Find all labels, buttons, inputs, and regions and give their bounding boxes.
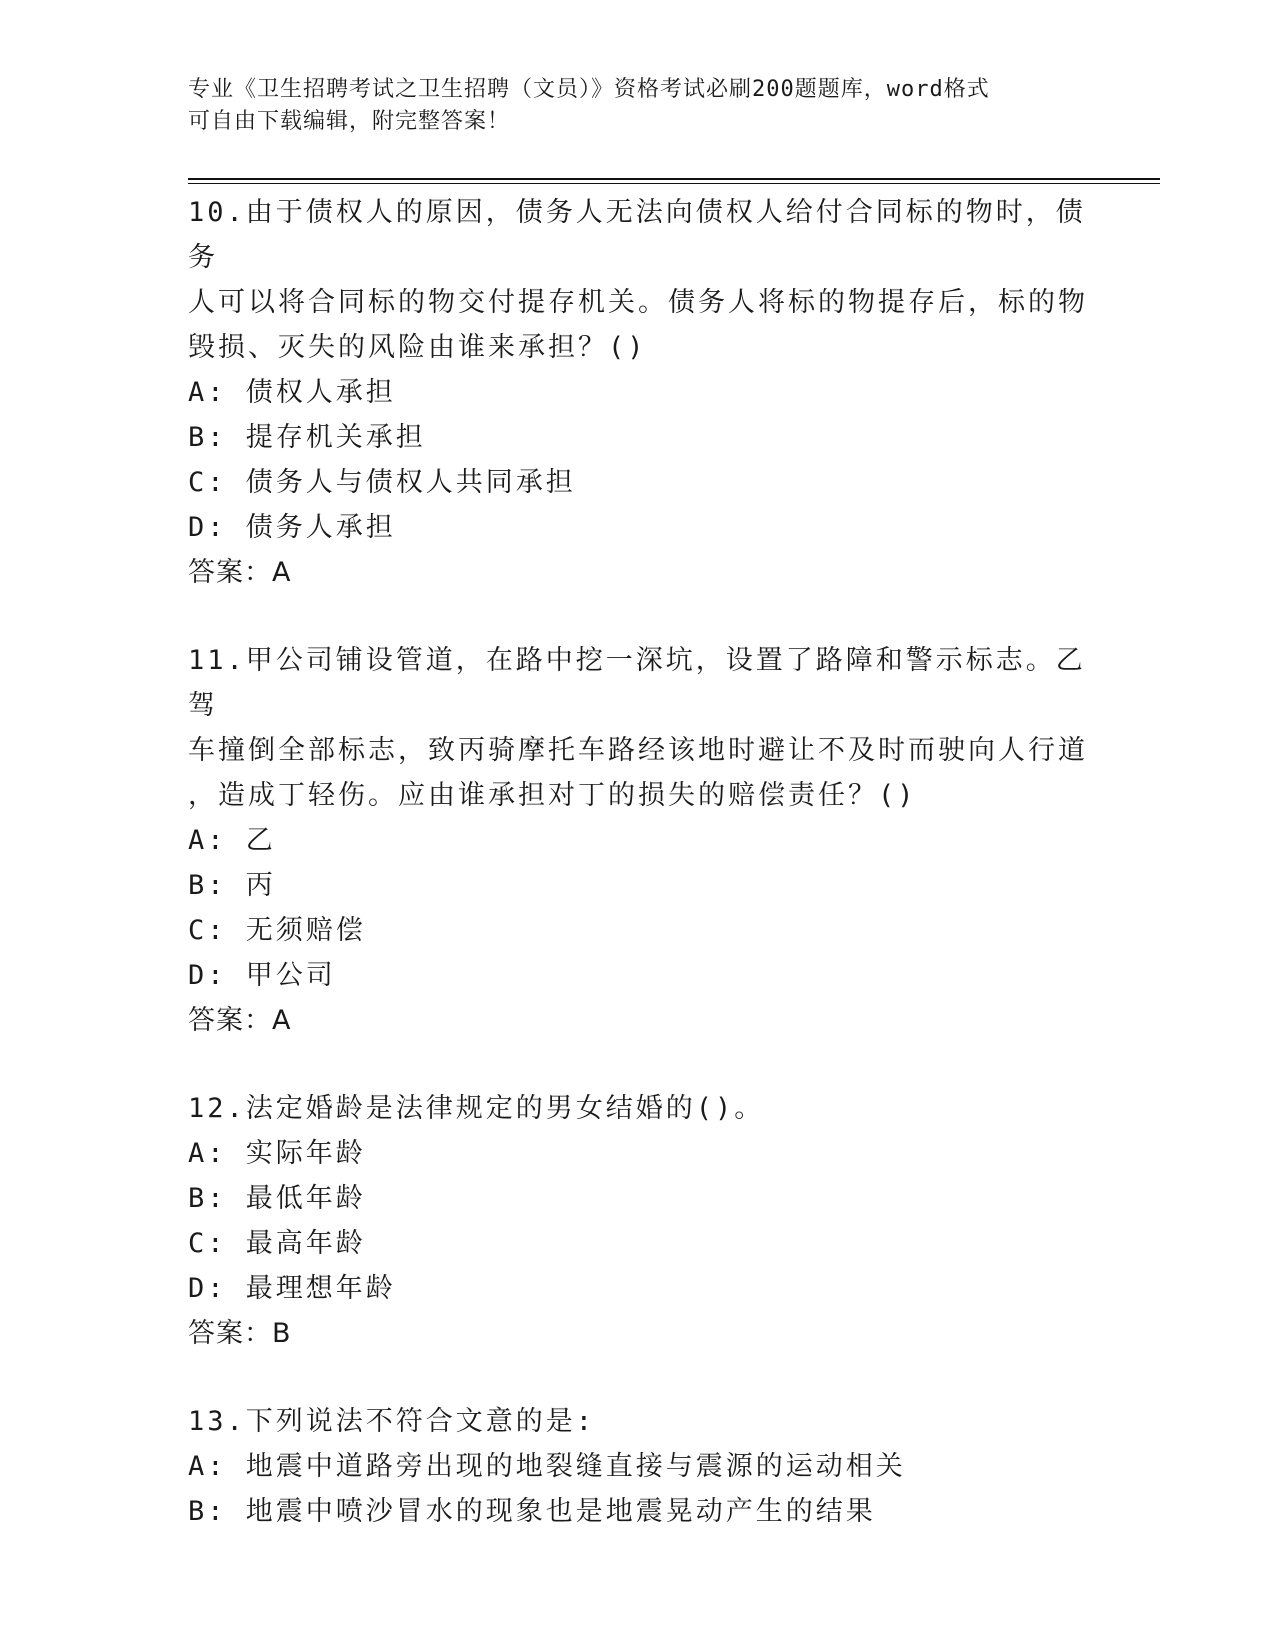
question-13 [188,1399,1088,1534]
answer: 答案：B [188,1318,292,1349]
question-stem-line: 13.下列说法不符合文意的是: [188,1406,596,1437]
question-stem-line: 10.由于债权人的原因，债务人无法向债权人给付合同标的物时，债务 [188,197,1086,273]
question-stem-line: 人可以将合同标的物交付提存机关。债务人将标的物提存后，标的物 [188,287,1088,318]
document-header [188,74,1078,138]
option-a: A: 地震中道路旁出现的地裂缝直接与震源的运动相关 [188,1451,906,1482]
question-stem-line: ，造成丁轻伤。应由谁承担对丁的损失的赔偿责任？() [188,780,917,811]
question-stem-line: 车撞倒全部标志，致丙骑摩托车路经该地时避让不及时而驶向人行道 [188,735,1088,766]
option-d: D: 最理想年龄 [188,1273,396,1304]
option-d: D: 甲公司 [188,960,336,991]
answer: 答案：A [188,557,292,588]
answer: 答案：A [188,1005,292,1036]
option-a: A: 实际年龄 [188,1138,366,1169]
option-a: A: 乙 [188,825,276,856]
question-list [188,190,1088,1577]
question-10 [188,190,1088,595]
question-12 [188,1086,1088,1356]
question-stem-line: 11.甲公司铺设管道，在路中挖一深坑，设置了路障和警示标志。乙驾 [188,645,1086,721]
option-b: B: 地震中喷沙冒水的现象也是地震晃动产生的结果 [188,1496,876,1527]
option-c: C: 债务人与债权人共同承担 [188,467,576,498]
option-a: A: 债权人承担 [188,377,396,408]
option-b: B: 最低年龄 [188,1183,366,1214]
option-c: C: 无须赔偿 [188,915,366,946]
question-stem-line: 毁损、灭失的风险由谁来承担？() [188,332,647,363]
option-d: D: 债务人承担 [188,512,396,543]
header-divider-thick [188,178,1160,180]
option-c: C: 最高年龄 [188,1228,366,1259]
header-divider-thin [188,183,1160,184]
header-line-2: 可自由下载编辑，附完整答案！ [188,109,511,134]
question-stem-line: 12.法定婚龄是法律规定的男女结婚的()。 [188,1093,765,1124]
option-b: B: 丙 [188,870,276,901]
question-11 [188,638,1088,1043]
header-line-1: 专业《卫生招聘考试之卫生招聘（文员）》资格考试必刷200题题库，word格式 [188,77,990,102]
option-b: B: 提存机关承担 [188,422,426,453]
